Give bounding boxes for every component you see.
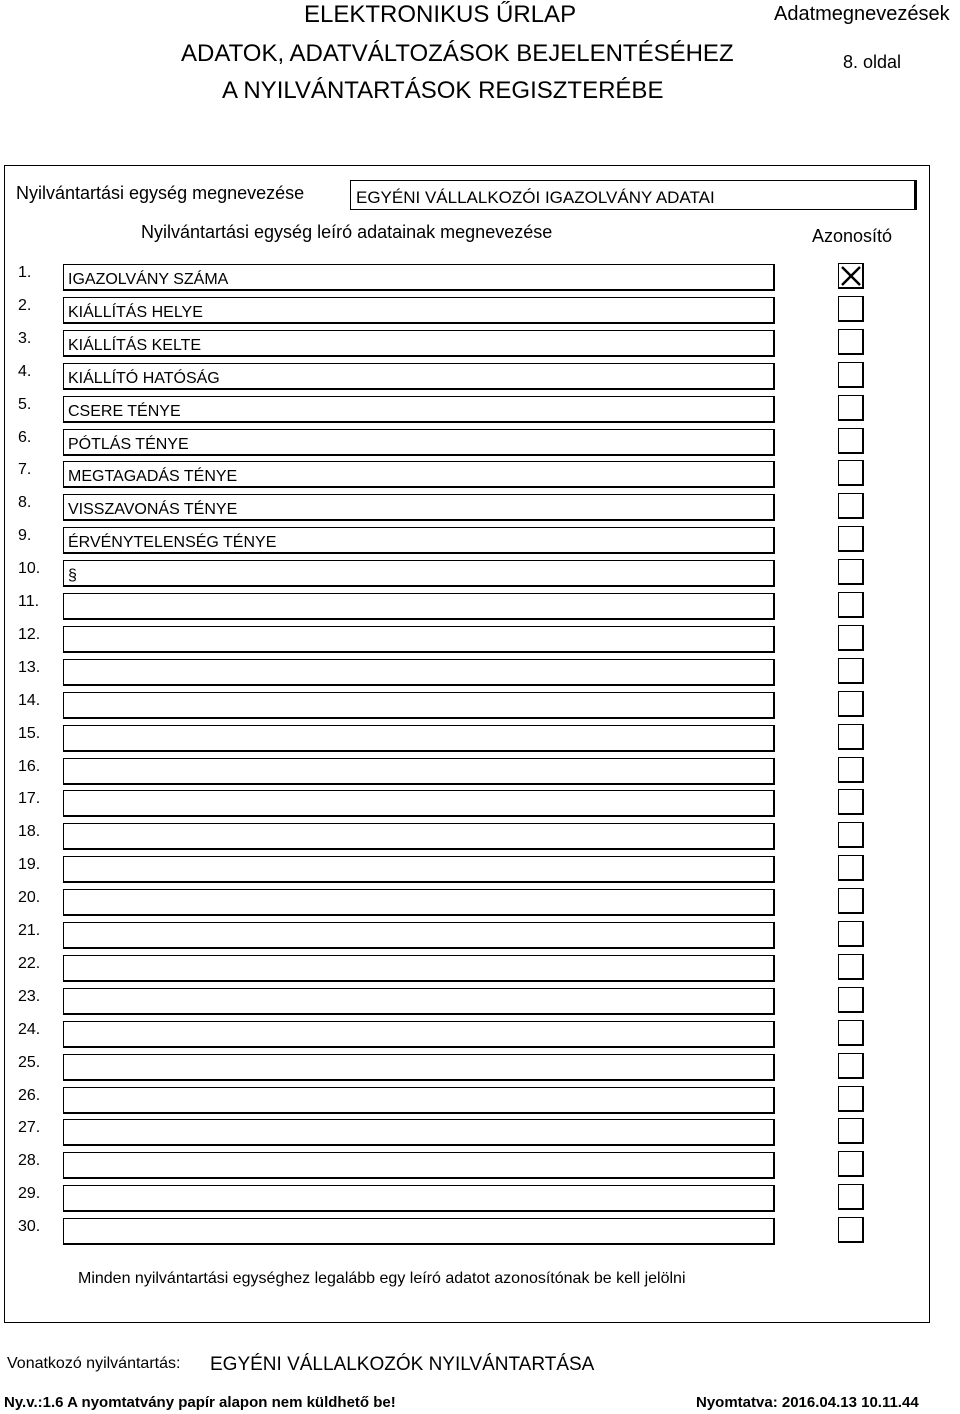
row-number: 14. (18, 692, 41, 709)
identifier-checkbox[interactable] (838, 954, 864, 980)
identifier-checkbox[interactable] (838, 362, 864, 388)
row-number: 6. (18, 429, 32, 446)
unit-name-value: EGYÉNI VÁLLALKOZÓI IGAZOLVÁNY ADATAI (356, 188, 715, 207)
identifier-checkbox[interactable] (838, 1086, 864, 1112)
row-number: 16. (18, 758, 41, 775)
row-number: 2. (18, 297, 32, 314)
identifier-checkbox[interactable] (838, 559, 864, 585)
identifier-heading: Azonosító (812, 226, 893, 246)
row-number: 27. (18, 1119, 41, 1136)
descriptor-field[interactable] (63, 1087, 775, 1114)
row-number: 22. (18, 955, 41, 972)
identifier-checkbox[interactable] (838, 296, 864, 322)
descriptor-field[interactable] (63, 922, 775, 949)
row-number: 23. (18, 988, 41, 1005)
row-number: 17. (18, 790, 41, 807)
footer-print-date: Nyomtatva: 2016.04.13 10.11.44 (696, 1394, 919, 1411)
row-number: 5. (18, 396, 32, 413)
row-number: 4. (18, 363, 32, 380)
identifier-checkbox[interactable] (838, 658, 864, 684)
row-number: 10. (18, 560, 41, 577)
descriptor-field[interactable] (63, 363, 775, 390)
descriptor-text: IGAZOLVÁNY SZÁMA (68, 271, 229, 288)
descriptor-field[interactable] (63, 527, 775, 554)
register-value: EGYÉNI VÁLLALKOZÓK NYILVÁNTARTÁSA (210, 1354, 595, 1375)
descriptor-text: § (68, 567, 77, 584)
descriptor-field[interactable] (63, 560, 775, 587)
identifier-checkbox[interactable] (838, 789, 864, 815)
identifier-checkbox[interactable] (838, 921, 864, 947)
descriptor-field[interactable] (63, 889, 775, 916)
row-number: 13. (18, 659, 41, 676)
note-text: Minden nyilvántartási egységhez legalább egy leíró adatot azonosítónak be kell jelölni (78, 1270, 686, 1287)
section-title: Adatmegnevezések (774, 3, 950, 25)
footer-version: Ny.v.:1.6 A nyomtatvány papír alapon nem küldhető be! (4, 1394, 396, 1411)
identifier-checkbox[interactable] (838, 855, 864, 881)
row-number: 29. (18, 1185, 41, 1202)
descriptor-field[interactable] (63, 1054, 775, 1081)
descriptor-field[interactable] (63, 626, 775, 653)
row-number: 18. (18, 823, 41, 840)
descriptor-text: ÉRVÉNYTELENSÉG TÉNYE (68, 534, 277, 551)
row-number: 26. (18, 1087, 41, 1104)
descriptor-field[interactable] (63, 856, 775, 883)
descriptor-text: KIÁLLÍTÁS HELYE (68, 304, 203, 321)
identifier-checkbox[interactable] (838, 822, 864, 848)
descriptor-field[interactable] (63, 1185, 775, 1212)
identifier-checkbox[interactable] (838, 428, 864, 454)
identifier-checkbox[interactable] (838, 888, 864, 914)
descriptor-field[interactable] (63, 593, 775, 620)
row-number: 30. (18, 1218, 41, 1235)
descriptor-text: CSERE TÉNYE (68, 403, 181, 420)
identifier-checkbox[interactable] (838, 1184, 864, 1210)
descriptor-field[interactable] (63, 1021, 775, 1048)
check-x-icon (839, 264, 863, 288)
row-number: 3. (18, 330, 32, 347)
form-title: ELEKTRONIKUS ŰRLAP (304, 1, 577, 28)
row-number: 1. (18, 264, 32, 281)
descriptor-field[interactable] (63, 429, 775, 456)
descriptor-field[interactable] (63, 790, 775, 817)
descriptor-field[interactable] (63, 725, 775, 752)
identifier-checkbox[interactable] (838, 1217, 864, 1243)
descriptor-text: KIÁLLÍTÓ HATÓSÁG (68, 370, 220, 387)
descriptor-field[interactable] (63, 1218, 775, 1245)
form-subtitle-1: ADATOK, ADATVÁLTOZÁSOK BEJELENTÉSÉHEZ (181, 40, 734, 67)
row-number: 12. (18, 626, 41, 643)
unit-label: Nyilvántartási egység megnevezése (16, 183, 305, 203)
descriptor-field[interactable] (63, 330, 775, 357)
row-number: 7. (18, 461, 32, 478)
descriptor-text: PÓTLÁS TÉNYE (68, 436, 189, 453)
descriptor-field[interactable] (63, 758, 775, 785)
identifier-checkbox[interactable] (838, 987, 864, 1013)
descriptor-field[interactable] (63, 823, 775, 850)
row-number: 25. (18, 1054, 41, 1071)
row-number: 11. (18, 593, 40, 610)
identifier-checkbox[interactable] (838, 757, 864, 783)
row-number: 21. (18, 922, 41, 939)
identifier-checkbox[interactable] (838, 395, 864, 421)
page-number: 8. oldal (843, 52, 902, 72)
descriptor-field[interactable] (63, 1152, 775, 1179)
descriptor-text: KIÁLLÍTÁS KELTE (68, 337, 202, 354)
identifier-checkbox[interactable] (838, 724, 864, 750)
descriptor-field[interactable] (63, 1119, 775, 1146)
form-subtitle-2: A NYILVÁNTARTÁSOK REGISZTERÉBE (222, 77, 664, 104)
descriptor-field[interactable] (63, 396, 775, 423)
identifier-checkbox[interactable] (838, 625, 864, 651)
descriptor-field[interactable] (63, 659, 775, 686)
identifier-checkbox[interactable] (838, 1053, 864, 1079)
identifier-checkbox[interactable] (838, 526, 864, 552)
identifier-checkbox[interactable] (838, 329, 864, 355)
descriptor-field[interactable] (63, 461, 775, 488)
identifier-checkbox[interactable] (838, 493, 864, 519)
descriptor-field[interactable] (63, 494, 775, 521)
descriptor-field[interactable] (63, 297, 775, 324)
identifier-checkbox[interactable] (838, 1118, 864, 1144)
identifier-checkbox[interactable] (838, 691, 864, 717)
unit-name-field[interactable] (350, 180, 917, 210)
row-number: 20. (18, 889, 41, 906)
descriptor-text: MEGTAGADÁS TÉNYE (68, 468, 238, 485)
identifier-checkbox[interactable] (838, 1151, 864, 1177)
descriptor-text: VISSZAVONÁS TÉNYE (68, 501, 238, 518)
register-label: Vonatkozó nyilvántartás: (7, 1355, 181, 1372)
identifier-checkbox[interactable] (838, 460, 864, 486)
descriptor-field[interactable] (63, 955, 775, 982)
identifier-checkbox[interactable] (838, 1020, 864, 1046)
identifier-checkbox[interactable] (838, 592, 864, 618)
descriptor-field[interactable] (63, 988, 775, 1015)
descriptor-heading: Nyilvántartási egység leíró adatainak megnevezése (141, 222, 553, 242)
row-number: 28. (18, 1152, 41, 1169)
row-number: 19. (18, 856, 41, 873)
row-number: 8. (18, 494, 32, 511)
row-number: 15. (18, 725, 41, 742)
descriptor-field[interactable] (63, 264, 775, 291)
row-number: 9. (18, 527, 32, 544)
row-number: 24. (18, 1021, 41, 1038)
descriptor-field[interactable] (63, 692, 775, 719)
identifier-checkbox[interactable] (838, 263, 864, 289)
